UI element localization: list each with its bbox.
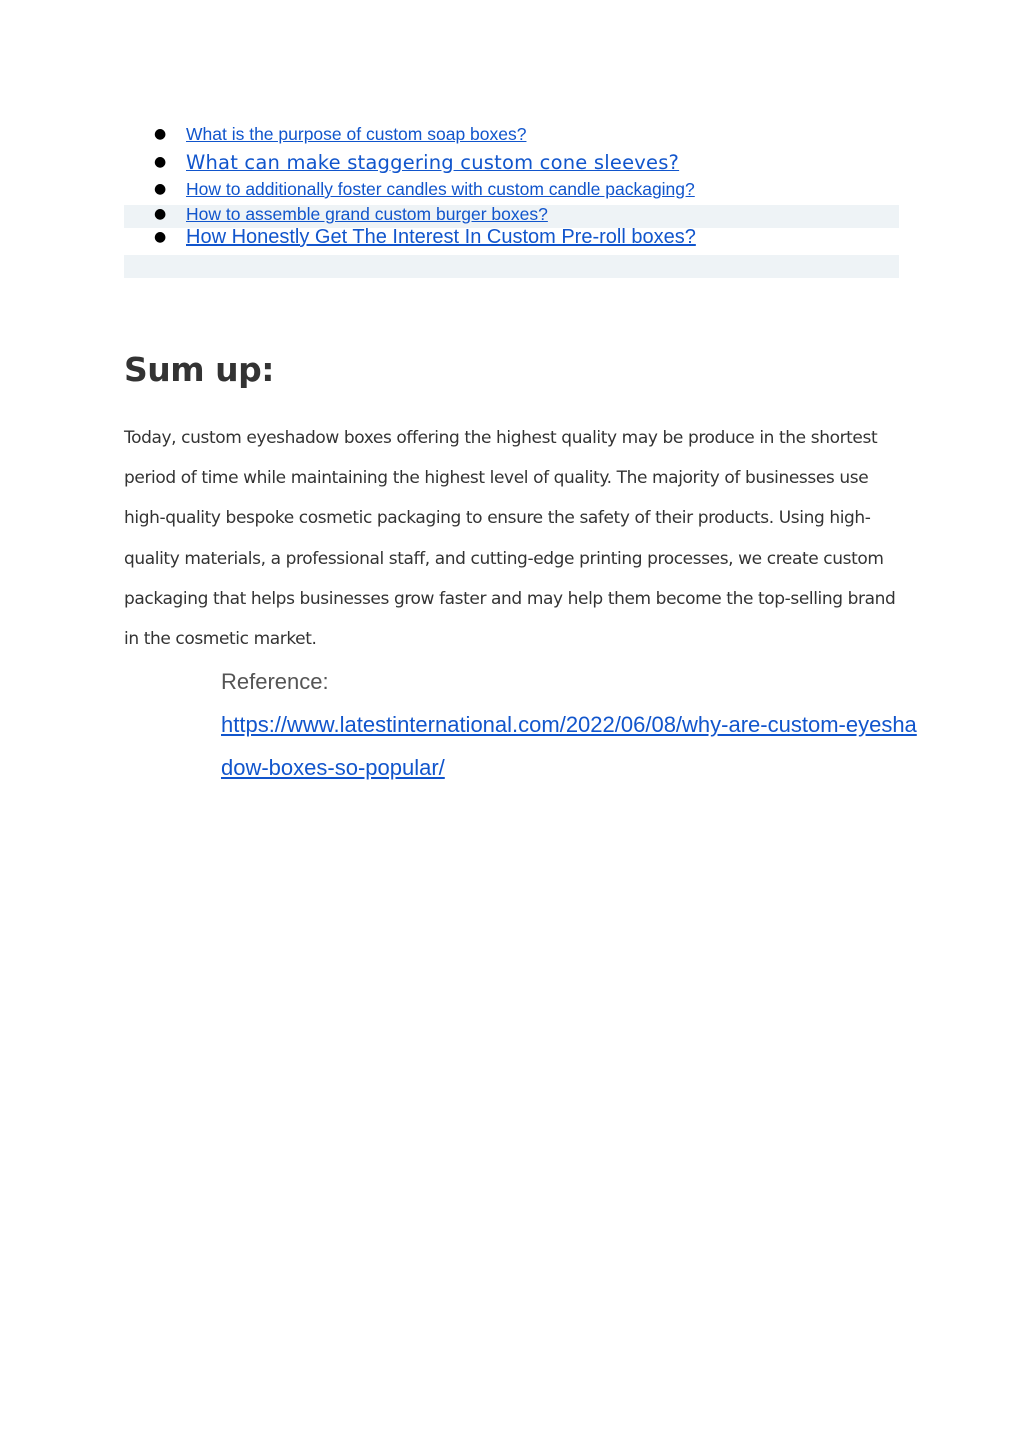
related-links-list (124, 118, 904, 250)
section-heading: Sum up: (124, 350, 274, 389)
highlight-band (124, 255, 899, 278)
reference-label: Reference: (221, 669, 329, 694)
bullet-icon: ● (154, 126, 167, 142)
link-burger-boxes[interactable]: How to assemble grand custom burger boxes? (186, 204, 548, 224)
list-item (124, 118, 904, 148)
link-candle-packaging[interactable]: How to additionally foster candles with custom candle packaging? (186, 179, 695, 199)
bullet-icon: ● (154, 229, 167, 245)
bullet-icon: ● (154, 206, 167, 222)
list-item (124, 226, 904, 250)
bullet-icon: ● (154, 154, 167, 170)
link-cone-sleeves[interactable]: What can make staggering custom cone sleeves? (186, 151, 680, 174)
link-soap-boxes[interactable]: What is the purpose of custom soap boxes? (186, 124, 527, 144)
list-item (124, 202, 904, 226)
reference-link[interactable]: https://www.latestinternational.com/2022/06/08/why-are-custom-eyeshadow-boxes-so-popular/ (221, 712, 917, 780)
link-pre-roll-boxes[interactable]: How Honestly Get The Interest In Custom Pre-roll boxes? (186, 226, 696, 248)
list-item (124, 177, 904, 202)
reference-block (221, 661, 921, 789)
section-paragraph: Today, custom eyeshadow boxes offering the highest quality may be produce in the shortest period of time while maintaining the highest level of quality. The majority of businesses use high-quality bespoke cosmetic packaging to ensure the safety of their products. Using high-quality materials, a professional staff, and cutting-edge printing processes, we create custom packaging that helps businesses grow faster and may help them become the top-selling brand in the cosmetic market. (124, 428, 896, 650)
list-item (124, 148, 904, 177)
bullet-icon: ● (154, 181, 167, 197)
